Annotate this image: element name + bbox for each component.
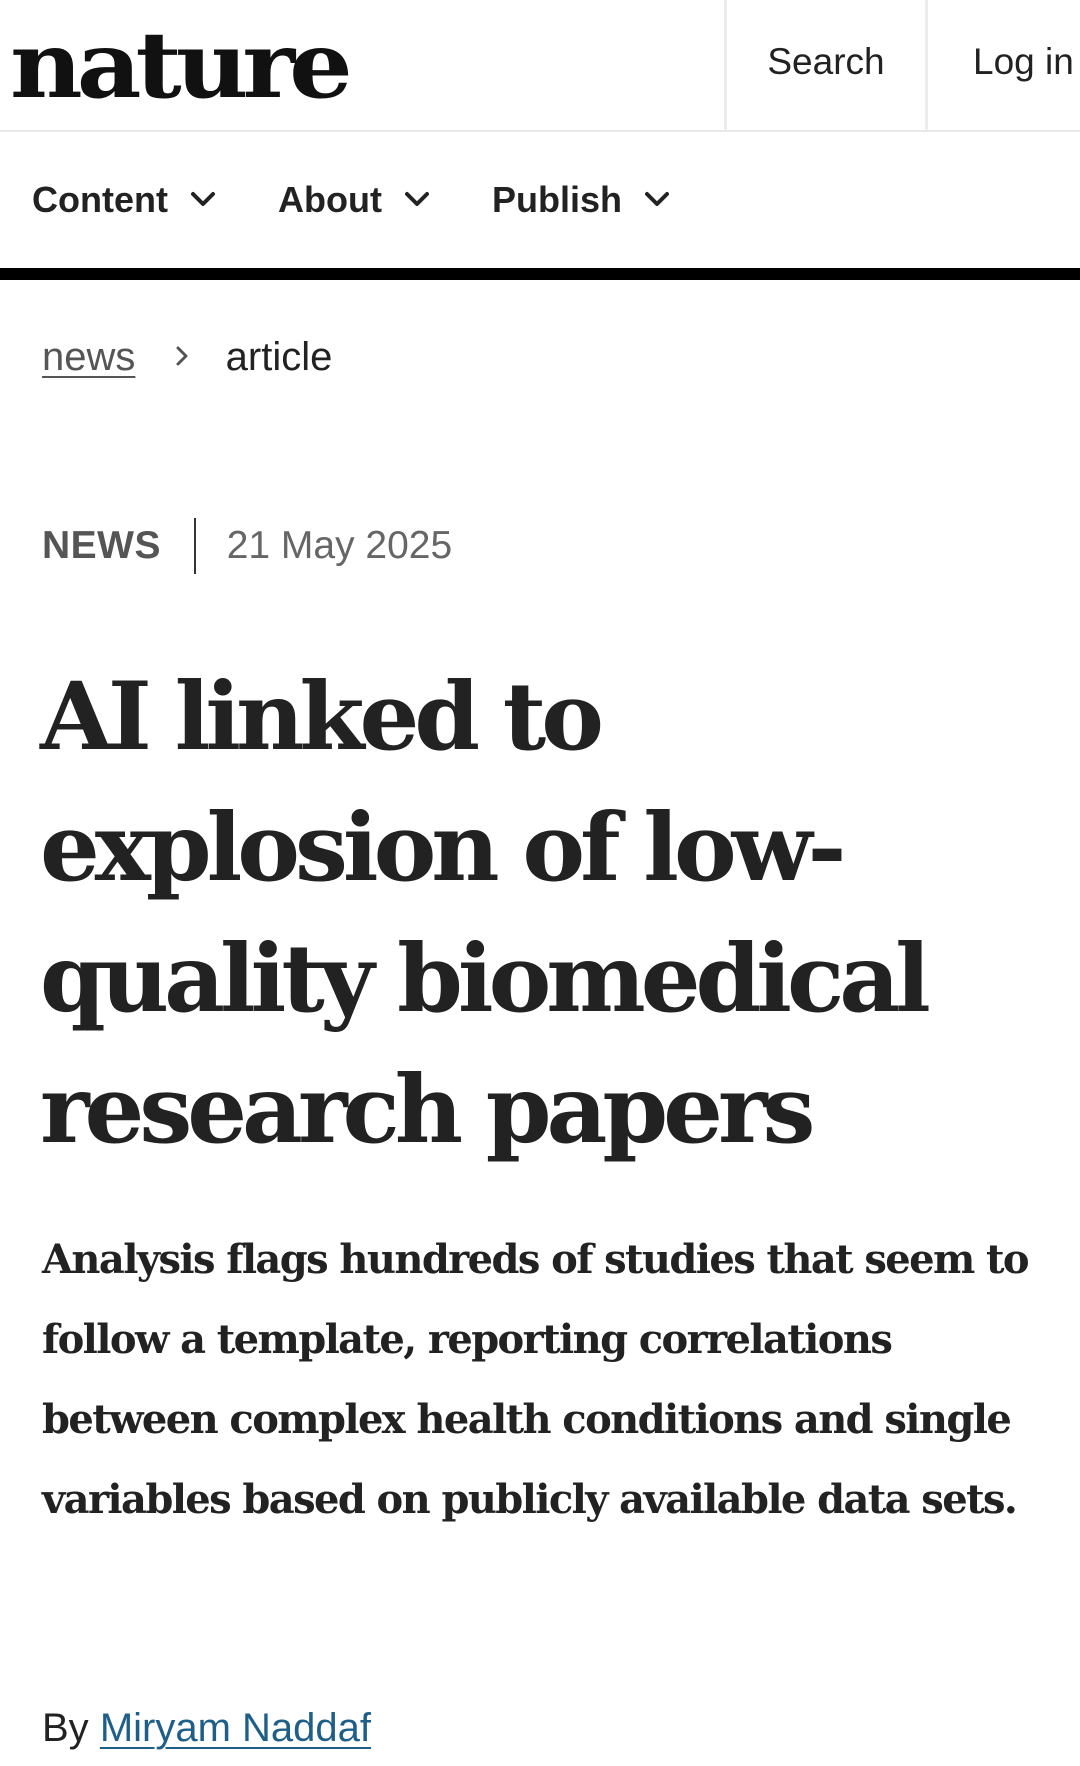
byline-prefix: By xyxy=(42,1706,89,1750)
byline xyxy=(42,1700,371,1756)
main-nav xyxy=(0,132,1080,280)
article-type: NEWS xyxy=(42,524,161,567)
site-header xyxy=(0,0,1080,132)
article-standfirst: Analysis flags hundreds of studies that seem to follow a template, reporting correlations between complex health conditions and single variables based on publicly available data sets. xyxy=(42,1236,1028,1523)
chevron-down-icon xyxy=(404,190,430,208)
login-button[interactable]: Log in xyxy=(973,41,1074,82)
article-title: AI linked to explosion of low-quality biomedical research papers xyxy=(40,662,926,1165)
chevron-down-icon xyxy=(190,190,216,208)
breadcrumb-news-link[interactable]: news xyxy=(42,335,136,379)
meta-divider xyxy=(194,518,196,574)
nav-publish-menu[interactable] xyxy=(492,132,670,268)
nav-publish-label: Publish xyxy=(492,179,623,220)
article-date: 21 May 2025 xyxy=(226,524,453,567)
nav-about-label: About xyxy=(278,179,382,220)
breadcrumb-current: article xyxy=(225,335,333,379)
breadcrumb xyxy=(42,332,332,382)
chevron-down-icon xyxy=(644,190,670,208)
author-link[interactable]: Miryam Naddaf xyxy=(99,1706,372,1750)
search-button[interactable]: Search xyxy=(724,0,928,130)
chevron-right-icon xyxy=(173,343,191,369)
article-meta xyxy=(42,518,452,574)
nav-content-label: Content xyxy=(32,179,168,220)
nav-about-menu[interactable] xyxy=(278,132,430,268)
nature-logo[interactable]: nature xyxy=(10,10,347,120)
nav-content-menu[interactable] xyxy=(32,132,216,268)
